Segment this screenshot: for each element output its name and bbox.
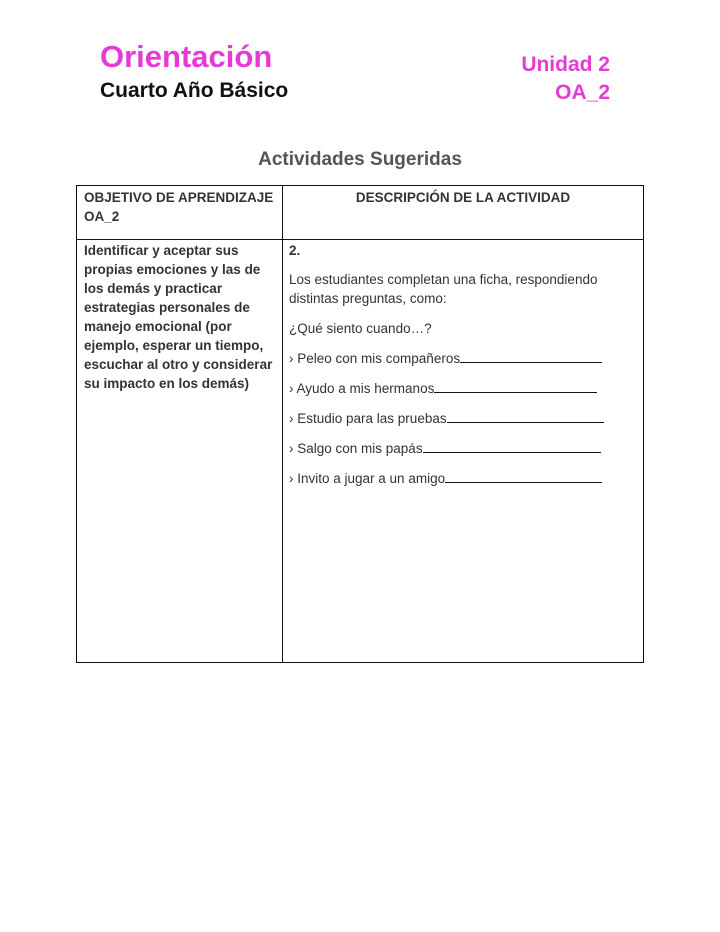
section-title: Actividades Sugeridas	[258, 149, 462, 170]
list-item	[289, 349, 637, 368]
list-item-label: › Peleo con mis compañeros	[289, 351, 461, 366]
activities-table	[76, 185, 644, 663]
list-item	[289, 379, 637, 398]
activity-number: 2.	[289, 243, 301, 258]
list-item	[289, 409, 637, 428]
activity-intro: Los estudiantes completan una ficha, respondiendo distintas preguntas, como:	[289, 272, 598, 306]
activity-question: ¿Qué siento cuando…?	[289, 321, 432, 336]
objective-column-header: OBJETIVO DE APRENDIZAJE OA_2	[77, 186, 283, 240]
table-header-row	[77, 186, 644, 240]
list-item-label: › Estudio para las pruebas	[289, 411, 447, 426]
answer-line	[445, 469, 602, 483]
description-column-header: DESCRIPCIÓN DE LA ACTIVIDAD	[283, 186, 644, 240]
objective-code: OA_2	[555, 81, 610, 104]
answer-line	[460, 349, 602, 363]
list-item-label: › Invito a jugar a un amigo	[289, 471, 446, 486]
activity-description	[283, 240, 644, 663]
grade-level: Cuarto Año Básico	[100, 79, 289, 102]
list-item-label: › Ayudo a mis hermanos	[289, 381, 435, 396]
table-row	[77, 240, 644, 663]
unit-label: Unidad 2	[521, 53, 610, 76]
answer-line	[423, 439, 601, 453]
list-item	[289, 439, 637, 458]
objective-text: Identificar y aceptar sus propias emociones y las de los demás y practicar estrategias personales de manejo emocional (por ejemplo, esperar un tiempo, escuchar al otro y considerar su impacto en los demás)	[77, 240, 283, 663]
answer-line	[434, 379, 597, 393]
answer-line	[447, 409, 604, 423]
list-item	[289, 469, 637, 488]
list-item-label: › Salgo con mis papás	[289, 441, 423, 456]
subject-title: Orientación	[100, 39, 273, 74]
